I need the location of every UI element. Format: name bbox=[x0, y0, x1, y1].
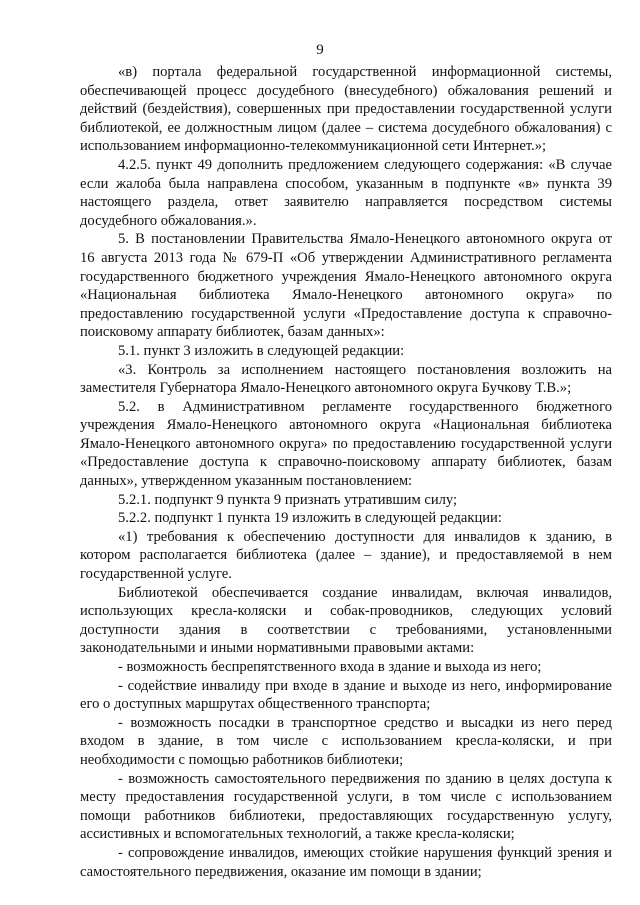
list-item-movement: - возможность самостоятельного передвижения по зданию в целях доступа к месту предоставления государственной услуги, в том числе с использованием помощи работников библиотеки, предоставляющих государственную услугу, ассистивных и вспомогательных технологий, а также кресла-коляски; bbox=[80, 770, 612, 843]
list-item-escort: - сопровождение инвалидов, имеющих стойкие нарушения функций зрения и самостоятельного передвижения, оказание им помощи в здании; bbox=[80, 844, 612, 880]
paragraph-requirements: «1) требования к обеспечению доступности для инвалидов к зданию, в котором располагается библиотека (далее – здание), и предоставляемой в нем государственной услуге. bbox=[80, 528, 612, 583]
paragraph-5-2: 5.2. в Административном регламенте государственного бюджетного учреждения Ямало-Ненецкого автономного округа «Национальная библиотека Ямало-Ненецкого автономного округа» по предоставлению государственной услуги «Предоставление доступа к справочно-поисковому аппарату библиотек, базам данных», утвержденном указанным постановлением: bbox=[80, 398, 612, 490]
paragraph-library-conditions: Библиотекой обеспечивается создание инвалидам, включая инвалидов, использующих кресла-коляски и собак-проводников, следующих условий доступности здания в соответствии с требованиями, установленными законодательными и иными нормативными правовыми актами: bbox=[80, 584, 612, 657]
paragraph-portal: «в) портала федеральной государственной информационной системы, обеспечивающей процесс досудебного (внесудебного) обжалования решений и действий (бездействия), совершенных при предоставлении государственной услуги библиотекой, ее должностным лицом (далее – система досудебного обжалования) с использованием информационно-телекоммуникационной сети Интернет.»; bbox=[80, 64, 612, 155]
list-item-entry-exit: - возможность беспрепятственного входа в здание и выхода из него; bbox=[118, 659, 542, 675]
paragraph-3-control: «3. Контроль за исполнением настоящего постановления возложить на заместителя Губернатора Ямало-Ненецкого автономного округа Бучкову Т.В.»; bbox=[80, 361, 612, 397]
page-number: 9 bbox=[316, 42, 324, 58]
list-item-assistance: - содействие инвалиду при входе в здание и выходе из него, информирование его о доступных маршрутах общественного транспорта; bbox=[80, 677, 612, 713]
paragraph-5-1: 5.1. пункт 3 изложить в следующей редакции: bbox=[118, 342, 405, 359]
paragraph-5: 5. В постановлении Правительства Ямало-Ненецкого автономного округа от 16 августа 2013 года № 679-П «Об утверждении Административного регламента государственного бюджетного учреждения Ямало-Ненецкого автономного округа «Национальная библиотека Ямало-Ненецкого автономного округа» по предоставлению государственной услуги «Предоставление доступа к справочно-поисковому аппарату библиотек, базам данных»: bbox=[80, 231, 612, 341]
list-item-transport: - возможность посадки в транспортное средство и высадки из него перед входом в здание, в том числе с использованием кресла-коляски, и при необходимости с помощью работников библиотеки; bbox=[80, 714, 612, 768]
paragraph-5-2-2: 5.2.2. подпункт 1 пункта 19 изложить в следующей редакции: bbox=[118, 510, 502, 527]
paragraph-5-2-1: 5.2.1. подпункт 9 пункта 9 признать утратившим силу; bbox=[118, 491, 458, 508]
document-body bbox=[80, 63, 612, 881]
paragraph-4-2-5: 4.2.5. пункт 49 дополнить предложением следующего содержания: «В случае если жалоба была направлена способом, указанным в подпункте «в» пункта 39 настоящего раздела, ответ заявителю направляется посредством системы досудебного обжалования.». bbox=[80, 156, 612, 229]
